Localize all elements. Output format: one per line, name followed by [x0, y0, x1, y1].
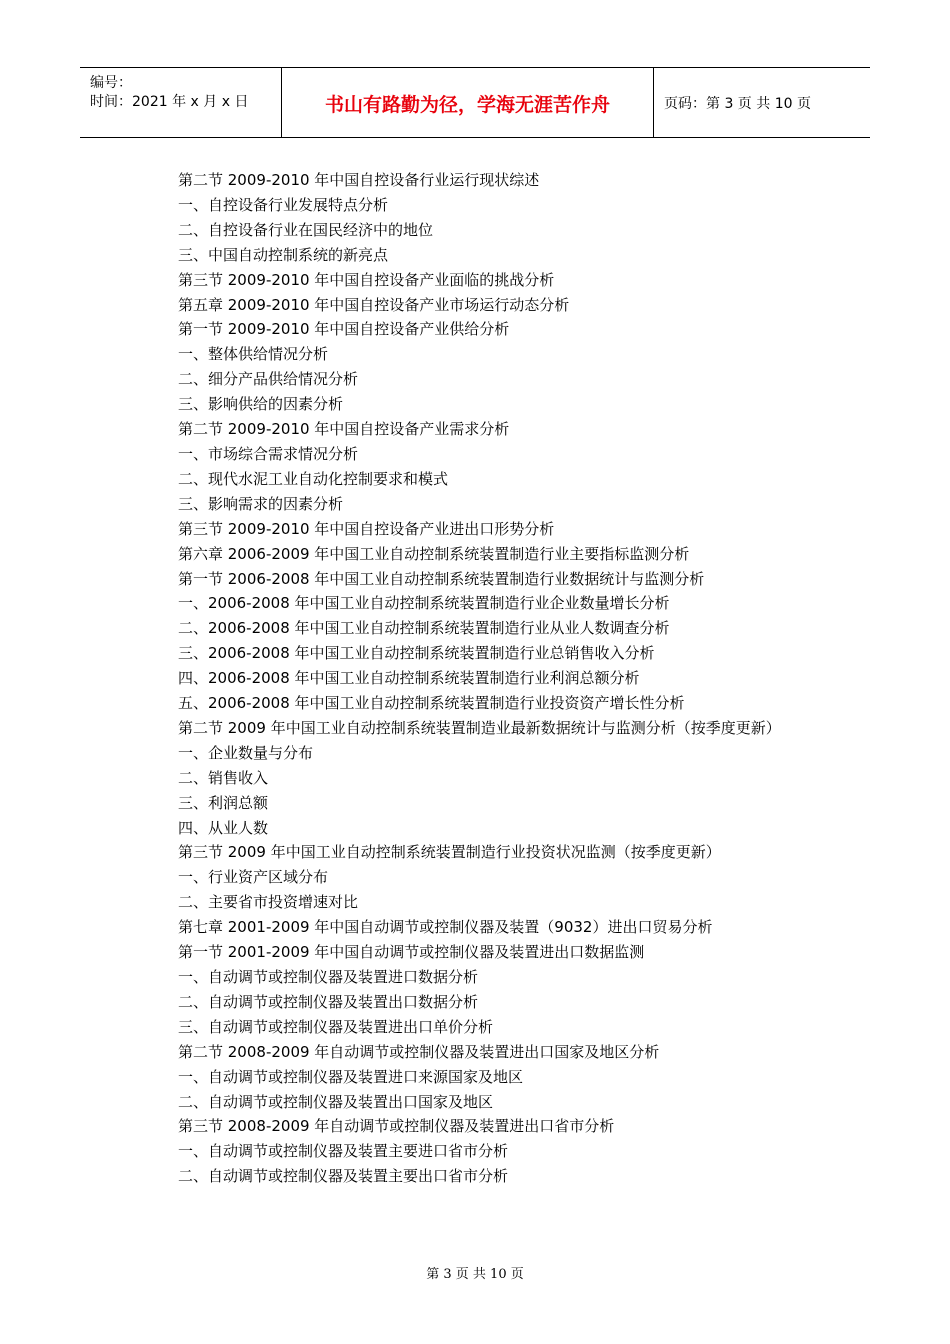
- toc-line: 三、影响需求的因素分析: [178, 494, 344, 513]
- header-motto-cell: [282, 68, 654, 137]
- toc-line: 二、自动调节或控制仪器及装置出口数据分析: [178, 992, 479, 1011]
- toc-line: 一、自动调节或控制仪器及装置进口数据分析: [178, 968, 479, 986]
- toc-line: 第二节 2008-2009 年自动调节或控制仪器及装置进出口国家及地区分析: [178, 1042, 660, 1061]
- toc-line: 一、自动调节或控制仪器及装置主要进口省市分析: [178, 1142, 509, 1161]
- toc-line: 第三节 2009 年中国工业自动控制系统装置制造行业投资状况监测（按季度更新）: [178, 843, 721, 862]
- toc-line: 三、2006-2008 年中国工业自动控制系统装置制造行业总销售收入分析: [178, 644, 655, 663]
- motto-text: 书山有路勤为径，学海无涯苦作舟: [324, 94, 610, 116]
- toc-line: 二、细分产品供给情况分析: [178, 370, 359, 389]
- toc-line: 一、市场综合需求情况分析: [178, 444, 359, 463]
- toc-line: 三、影响供给的因素分析: [178, 395, 344, 414]
- toc-line: 一、2006-2008 年中国工业自动控制系统装置制造行业企业数量增长分析: [178, 594, 670, 613]
- toc-line: 一、自控设备行业发展特点分析: [178, 195, 389, 214]
- toc-line: 二、主要省市投资增速对比: [178, 893, 359, 912]
- page-number-label: 页码：第 3 页 共 10 页: [664, 96, 811, 112]
- toc-line: 三、利润总额: [178, 793, 269, 812]
- toc-line: 一、整体供给情况分析: [178, 345, 329, 364]
- toc-line: 二、自控设备行业在国民经济中的地位: [178, 220, 434, 239]
- header-page-cell: [654, 68, 870, 137]
- page-header: [80, 67, 870, 138]
- document-date-label: 时间：2021 年 x 月 x 日: [90, 94, 249, 110]
- table-of-contents: [144, 168, 814, 1189]
- toc-line: 第三节 2008-2009 年自动调节或控制仪器及装置进出口省市分析: [178, 1117, 615, 1136]
- page-footer: 第 3 页 共 10 页: [426, 1267, 524, 1282]
- toc-line: 一、企业数量与分布: [178, 743, 314, 762]
- toc-line: 第二节 2009 年中国工业自动控制系统装置制造业最新数据统计与监测分析（按季度更新）: [178, 718, 781, 737]
- toc-line: 第二节 2009-2010 年中国自控设备行业运行现状综述: [178, 171, 540, 189]
- toc-line: 第一节 2001-2009 年中国自动调节或控制仪器及装置进出口数据监测: [178, 943, 645, 962]
- toc-line: 二、2006-2008 年中国工业自动控制系统装置制造行业从业人数调查分析: [178, 619, 670, 638]
- toc-line: 第五章 2009-2010 年中国自控设备产业市场运行动态分析: [178, 295, 570, 314]
- toc-line: 二、自动调节或控制仪器及装置主要出口省市分析: [178, 1167, 509, 1186]
- document-number-label: 编号：: [90, 75, 132, 91]
- toc-line: 第三节 2009-2010 年中国自控设备产业面临的挑战分析: [178, 270, 555, 289]
- toc-line: 第一节 2009-2010 年中国自控设备产业供给分析: [178, 320, 510, 339]
- toc-line: 第二节 2009-2010 年中国自控设备产业需求分析: [178, 420, 510, 439]
- toc-line: 一、自动调节或控制仪器及装置进口来源国家及地区: [178, 1067, 524, 1086]
- toc-line: 五、2006-2008 年中国工业自动控制系统装置制造行业投资资产增长性分析: [178, 694, 685, 713]
- toc-line: 二、销售收入: [178, 768, 269, 787]
- toc-line: 四、从业人数: [178, 818, 269, 837]
- toc-line: 三、中国自动控制系统的新亮点: [178, 245, 389, 264]
- toc-line: 三、自动调节或控制仪器及装置进出口单价分析: [178, 1017, 494, 1036]
- toc-line: 第三节 2009-2010 年中国自控设备产业进出口形势分析: [178, 519, 555, 538]
- toc-line: 第七章 2001-2009 年中国自动调节或控制仪器及装置（9032）进出口贸易分析: [178, 918, 713, 937]
- toc-line: 第六章 2006-2009 年中国工业自动控制系统装置制造行业主要指标监测分析: [178, 544, 690, 563]
- toc-line: 二、自动调节或控制仪器及装置出口国家及地区: [178, 1092, 494, 1111]
- toc-line: 二、现代水泥工业自动化控制要求和模式: [178, 469, 449, 488]
- toc-line: 四、2006-2008 年中国工业自动控制系统装置制造行业利润总额分析: [178, 669, 640, 688]
- toc-line: 一、行业资产区域分布: [178, 868, 329, 887]
- header-info-cell: [80, 68, 282, 137]
- toc-line: 第一节 2006-2008 年中国工业自动控制系统装置制造行业数据统计与监测分析: [178, 569, 705, 588]
